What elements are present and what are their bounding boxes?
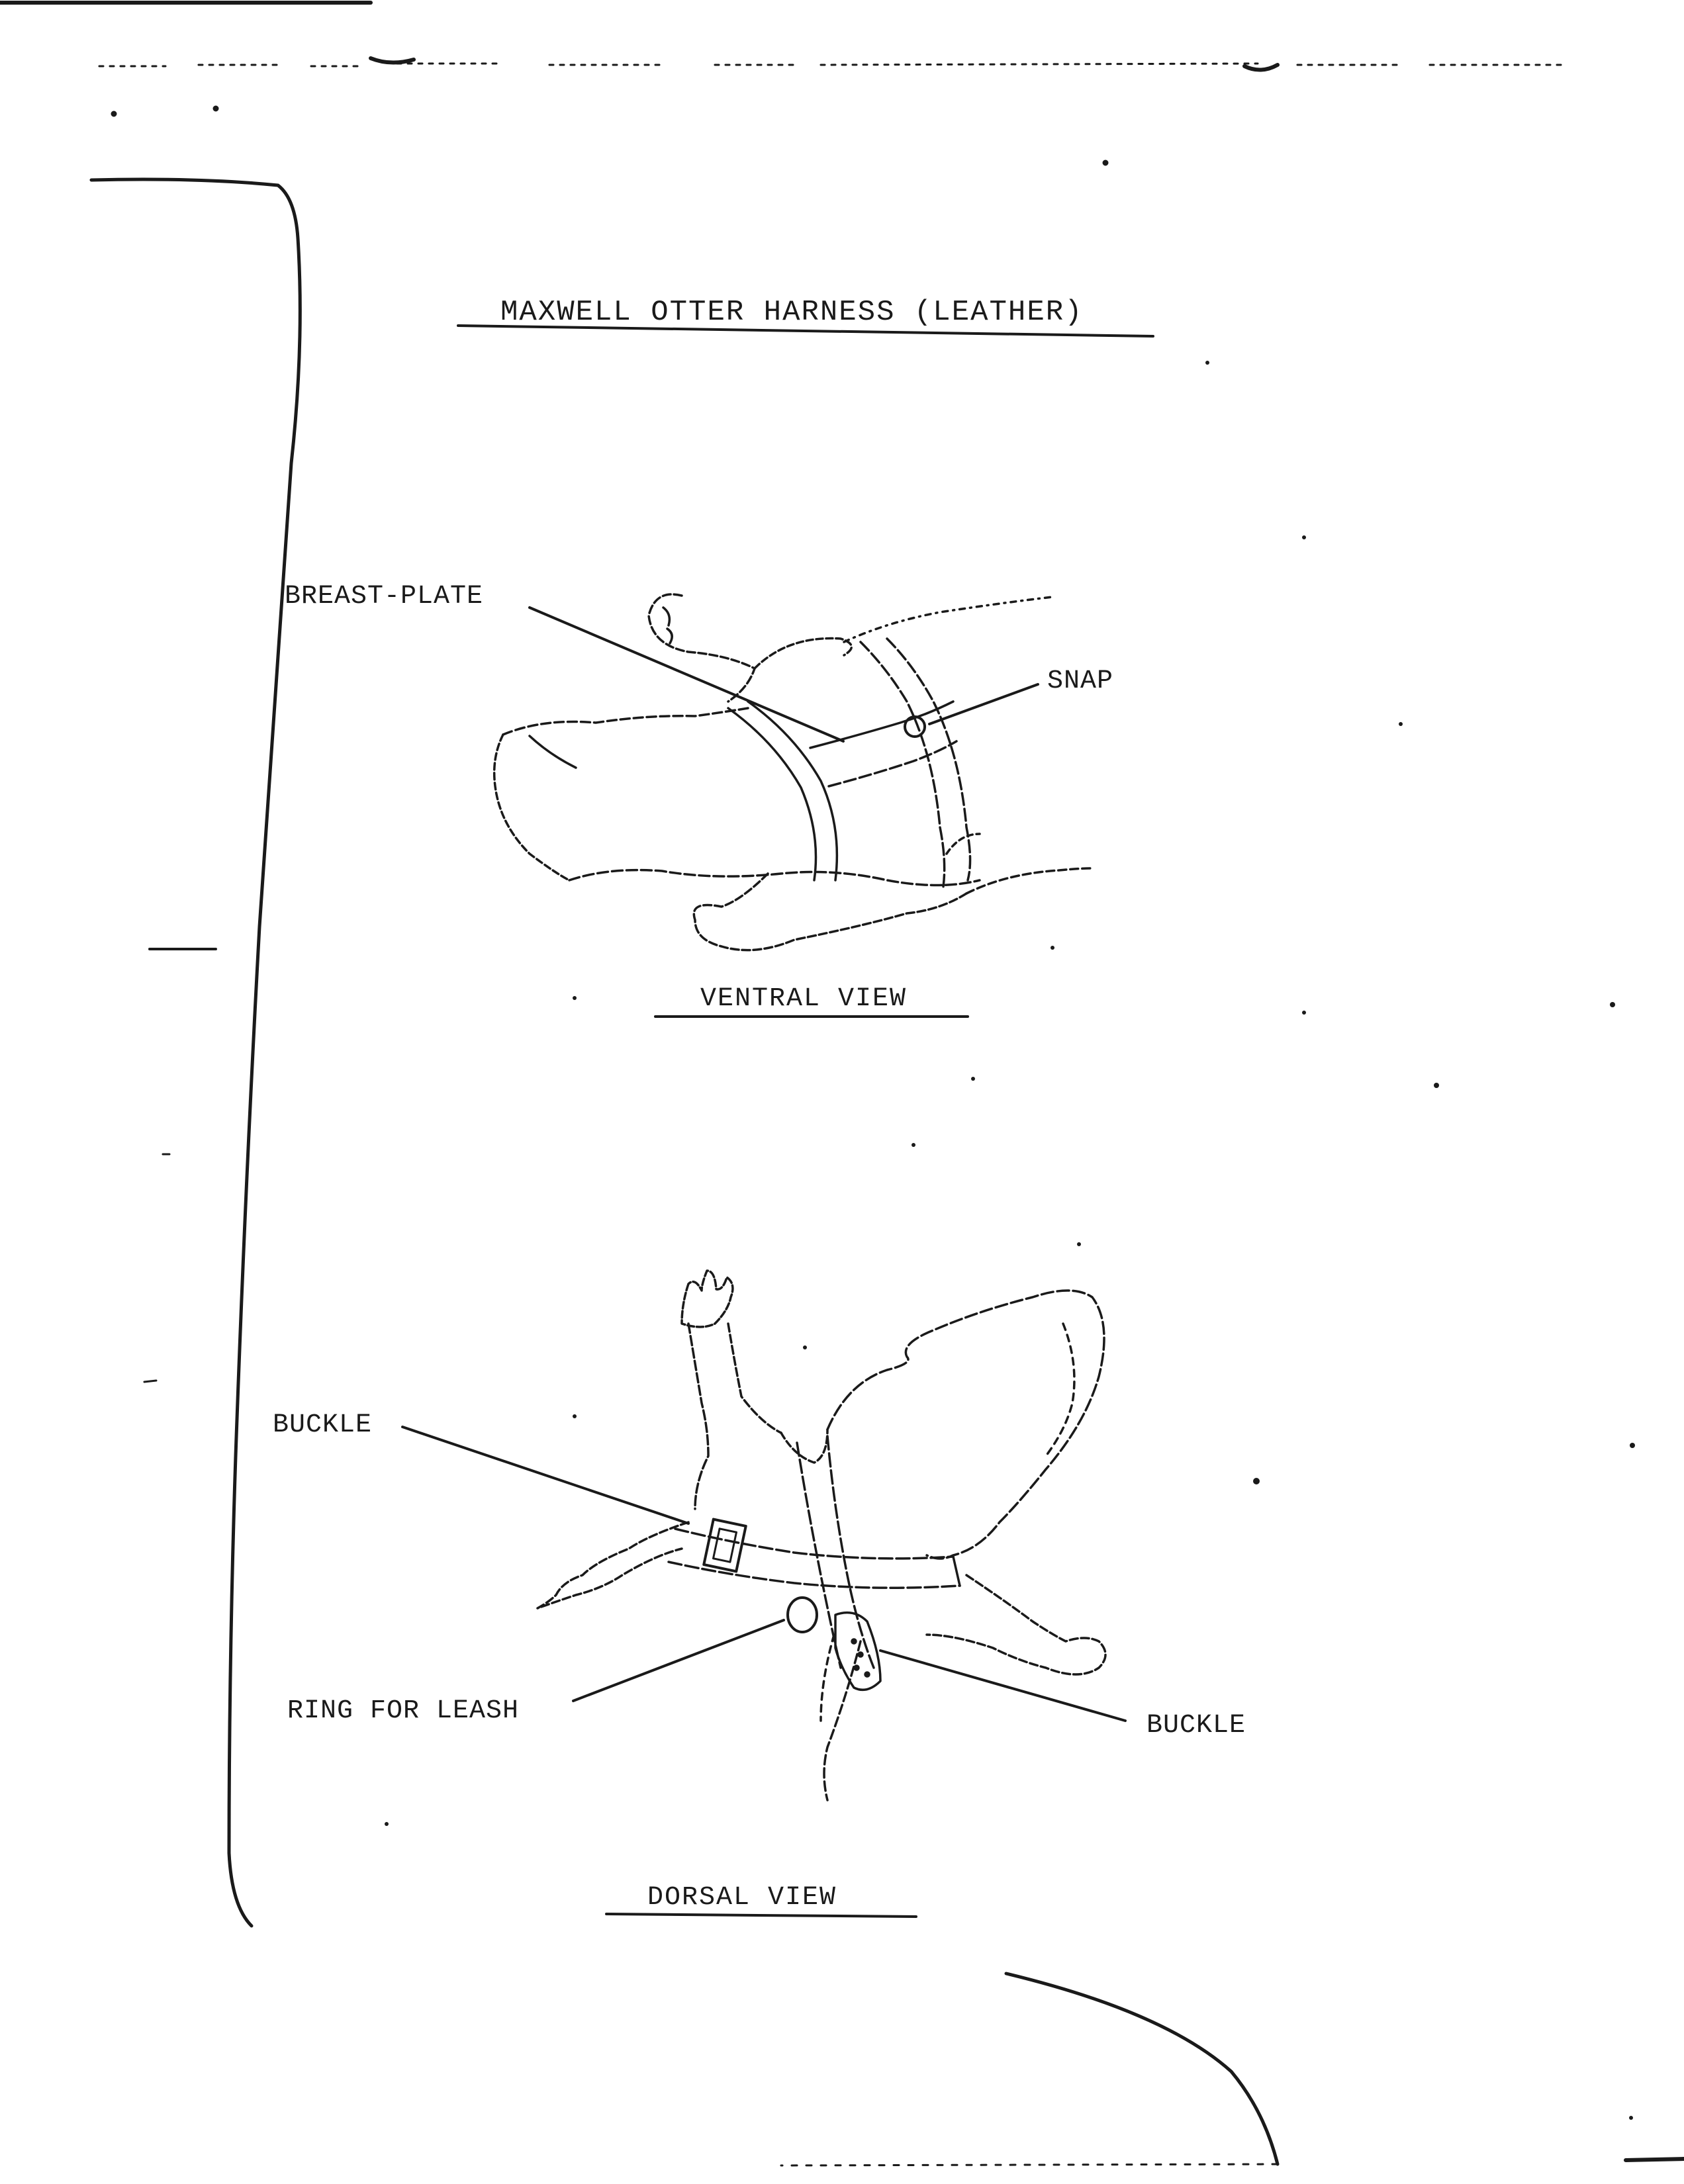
ventral-view-caption: VENTRAL VIEW <box>700 984 908 1014</box>
ventral-otter-illustration <box>494 594 1092 950</box>
scan-artifacts <box>0 3 1562 165</box>
right-buckle-leader <box>880 1651 1125 1721</box>
breast-plate-label: BREAST-PLATE <box>285 582 484 612</box>
ring-for-leash-label: RING FOR LEASH <box>287 1696 520 1726</box>
snap-label: SNAP <box>1047 666 1114 696</box>
left-buckle-label: BUCKLE <box>273 1410 373 1440</box>
right-buckle-label: BUCKLE <box>1146 1711 1246 1741</box>
dorsal-otter-illustration <box>538 1271 1105 1800</box>
leash-ring <box>788 1598 817 1632</box>
left-bracket-line <box>91 179 300 1926</box>
dorsal-view-caption: DORSAL VIEW <box>647 1883 837 1913</box>
dorsal-caption-underline <box>606 1914 916 1917</box>
diagram-title: MAXWELL OTTER HARNESS (LEATHER) <box>500 296 1084 329</box>
corner-curve <box>1006 1974 1278 2164</box>
edge-mark <box>1626 2159 1684 2160</box>
ring-leader <box>573 1620 784 1701</box>
left-buckle-box <box>704 1520 745 1572</box>
left-buckle-leader <box>402 1427 688 1524</box>
